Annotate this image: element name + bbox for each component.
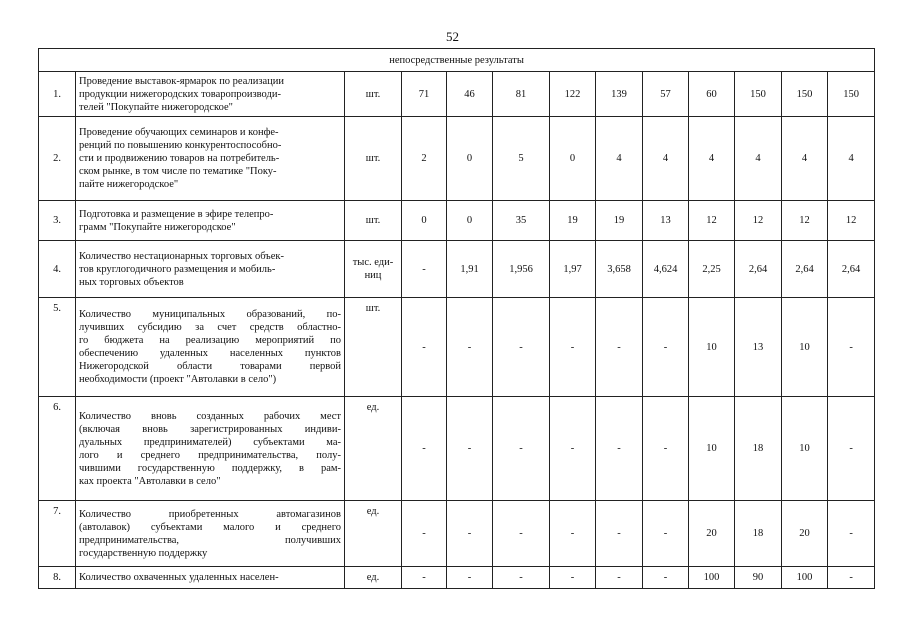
- value-cell: 10: [689, 397, 735, 501]
- section-title: непосредственные результаты: [39, 49, 875, 72]
- value-cell: -: [447, 298, 493, 397]
- value-cell: 150: [735, 72, 782, 117]
- unit-cell: ед.: [345, 501, 402, 567]
- value-cell: -: [493, 567, 550, 589]
- value-cell: -: [447, 397, 493, 501]
- indicator-name-line: ках проекта "Автолавки в село": [79, 475, 221, 487]
- indicator-name: [76, 241, 345, 298]
- value-cell: 12: [782, 201, 828, 241]
- indicator-name-line: Подготовка и размещение в эфире телепро-: [79, 208, 274, 220]
- value-cell: -: [550, 501, 596, 567]
- value-cell: 57: [643, 72, 689, 117]
- value-cell: 2,64: [828, 241, 875, 298]
- row-number: 5.: [39, 298, 76, 397]
- indicator-name-line: чившими государственную поддержку, в рам-: [79, 462, 341, 474]
- value-cell: 71: [402, 72, 447, 117]
- indicator-name-line: тов круглогодичного размещения и мобиль-: [79, 263, 276, 275]
- value-cell: 19: [596, 201, 643, 241]
- indicator-name-line: ных торговых объектов: [79, 276, 184, 288]
- value-cell: -: [643, 501, 689, 567]
- value-cell: 18: [735, 501, 782, 567]
- value-cell: 10: [782, 298, 828, 397]
- value-cell: -: [828, 397, 875, 501]
- value-cell: 3,658: [596, 241, 643, 298]
- value-cell: 13: [643, 201, 689, 241]
- value-cell: 2,64: [782, 241, 828, 298]
- value-cell: -: [643, 397, 689, 501]
- indicator-name-line: Количество охваченных удаленных населен-: [79, 572, 279, 583]
- value-cell: 12: [735, 201, 782, 241]
- value-cell: 4: [735, 117, 782, 201]
- value-cell: 0: [447, 201, 493, 241]
- value-cell: -: [550, 567, 596, 589]
- value-cell: -: [550, 397, 596, 501]
- indicator-name-line: ском рынке, в том числе по тематике "Поку-: [79, 166, 277, 177]
- value-cell: -: [550, 298, 596, 397]
- value-cell: -: [828, 298, 875, 397]
- value-cell: 46: [447, 72, 493, 117]
- table-row: [39, 298, 875, 397]
- value-cell: -: [402, 501, 447, 567]
- value-cell: 139: [596, 72, 643, 117]
- row-number: 7.: [39, 501, 76, 567]
- indicator-name-line: Количество муниципальных образований, по-: [79, 309, 341, 320]
- value-cell: -: [596, 397, 643, 501]
- value-cell: 4: [828, 117, 875, 201]
- table-row: [39, 201, 875, 241]
- indicator-name-line: Нижегородской области товарами первой: [79, 361, 341, 372]
- value-cell: -: [643, 567, 689, 589]
- value-cell: 5: [493, 117, 550, 201]
- indicator-name-line: телей "Покупайте нижегородское": [79, 101, 233, 113]
- value-cell: -: [493, 397, 550, 501]
- value-cell: 20: [782, 501, 828, 567]
- value-cell: -: [402, 397, 447, 501]
- indicator-name-line: лучивших субсидию за счет средств областно-: [79, 322, 341, 333]
- indicator-name: [76, 397, 345, 501]
- indicator-name-line: Количество вновь созданных рабочих мест: [79, 410, 341, 422]
- row-number: 2.: [39, 117, 76, 201]
- value-cell: -: [493, 501, 550, 567]
- indicator-name-line: продукции нижегородских товаропроизводи-: [79, 88, 281, 100]
- value-cell: -: [828, 501, 875, 567]
- value-cell: 1,91: [447, 241, 493, 298]
- value-cell: -: [447, 567, 493, 589]
- value-cell: -: [493, 298, 550, 397]
- value-cell: -: [828, 567, 875, 589]
- value-cell: 2,25: [689, 241, 735, 298]
- value-cell: 0: [550, 117, 596, 201]
- value-cell: -: [596, 298, 643, 397]
- results-table: [38, 48, 875, 589]
- indicator-name-line: Проведение обучающих семинаров и конфе-: [79, 127, 279, 138]
- indicator-name-line: (включая вновь зарегистрированных индиви-: [79, 423, 341, 435]
- value-cell: -: [402, 567, 447, 589]
- value-cell: 2: [402, 117, 447, 201]
- table-row: [39, 241, 875, 298]
- value-cell: -: [402, 241, 447, 298]
- unit-cell: шт.: [345, 72, 402, 117]
- value-cell: -: [447, 501, 493, 567]
- indicator-name-line: необходимости (проект "Автолавки в село"): [79, 374, 277, 385]
- value-cell: 0: [402, 201, 447, 241]
- indicator-name: [76, 567, 345, 589]
- value-cell: 1,956: [493, 241, 550, 298]
- value-cell: 60: [689, 72, 735, 117]
- unit-cell: шт.: [345, 117, 402, 201]
- row-number: 4.: [39, 241, 76, 298]
- value-cell: 10: [689, 298, 735, 397]
- value-cell: 35: [493, 201, 550, 241]
- value-cell: -: [596, 501, 643, 567]
- indicator-name: [76, 501, 345, 567]
- value-cell: 4: [782, 117, 828, 201]
- value-cell: 18: [735, 397, 782, 501]
- indicator-name-line: Количество нестационарных торговых объек-: [79, 250, 284, 262]
- indicator-name-line: обеспечению удаленных населенных пунктов: [79, 348, 341, 359]
- value-cell: 1,97: [550, 241, 596, 298]
- value-cell: 150: [782, 72, 828, 117]
- indicator-name-line: грамм "Покупайте нижегородское": [79, 221, 236, 233]
- table-row: [39, 72, 875, 117]
- value-cell: 20: [689, 501, 735, 567]
- value-cell: 4: [643, 117, 689, 201]
- value-cell: 10: [782, 397, 828, 501]
- indicator-name-line: государственную поддержку: [79, 547, 208, 559]
- value-cell: 0: [447, 117, 493, 201]
- indicator-name: [76, 117, 345, 201]
- indicator-name-line: сти и продвижению товаров на потребитель-: [79, 153, 280, 164]
- indicator-name-line: лого и среднего предпринимательства, полу-: [79, 449, 341, 461]
- indicator-name-line: пайте нижегородское": [79, 179, 179, 190]
- value-cell: 122: [550, 72, 596, 117]
- indicator-name: [76, 72, 345, 117]
- row-number: 8.: [39, 567, 76, 589]
- table-row: [39, 397, 875, 501]
- value-cell: 4: [689, 117, 735, 201]
- value-cell: 13: [735, 298, 782, 397]
- value-cell: 100: [782, 567, 828, 589]
- unit-cell: шт.: [345, 201, 402, 241]
- unit-cell: шт.: [345, 298, 402, 397]
- unit-cell: тыс. еди- ниц: [345, 241, 402, 298]
- table-row: [39, 117, 875, 201]
- value-cell: 2,64: [735, 241, 782, 298]
- value-cell: 81: [493, 72, 550, 117]
- value-cell: 90: [735, 567, 782, 589]
- unit-cell: ед.: [345, 567, 402, 589]
- unit-cell: ед.: [345, 397, 402, 501]
- row-number: 6.: [39, 397, 76, 501]
- value-cell: -: [596, 567, 643, 589]
- value-cell: 4: [596, 117, 643, 201]
- row-number: 3.: [39, 201, 76, 241]
- value-cell: 150: [828, 72, 875, 117]
- indicator-name: [76, 201, 345, 241]
- value-cell: 4,624: [643, 241, 689, 298]
- indicator-name-line: предпринимательства, получивших: [79, 534, 341, 546]
- value-cell: 12: [689, 201, 735, 241]
- row-number: 1.: [39, 72, 76, 117]
- indicator-name-line: дуальных предпринимателей) субъектами ма-: [79, 436, 341, 448]
- value-cell: -: [402, 298, 447, 397]
- indicator-name: [76, 298, 345, 397]
- table-row: [39, 501, 875, 567]
- indicator-name-line: Проведение выставок-ярмарок по реализации: [79, 75, 285, 87]
- indicator-name-line: го бюджета на реализацию мероприятий по: [79, 335, 341, 346]
- value-cell: 12: [828, 201, 875, 241]
- indicator-name-line: ренций по повышению конкурентоспособно-: [79, 140, 282, 151]
- value-cell: -: [643, 298, 689, 397]
- indicator-name-line: (автолавок) субъектами малого и среднего: [79, 521, 341, 533]
- indicator-name-line: Количество приобретенных автомагазинов: [79, 508, 341, 520]
- value-cell: 19: [550, 201, 596, 241]
- section-header-row: [39, 49, 875, 72]
- page-number: 52: [446, 29, 459, 44]
- value-cell: 100: [689, 567, 735, 589]
- table-row: [39, 567, 875, 589]
